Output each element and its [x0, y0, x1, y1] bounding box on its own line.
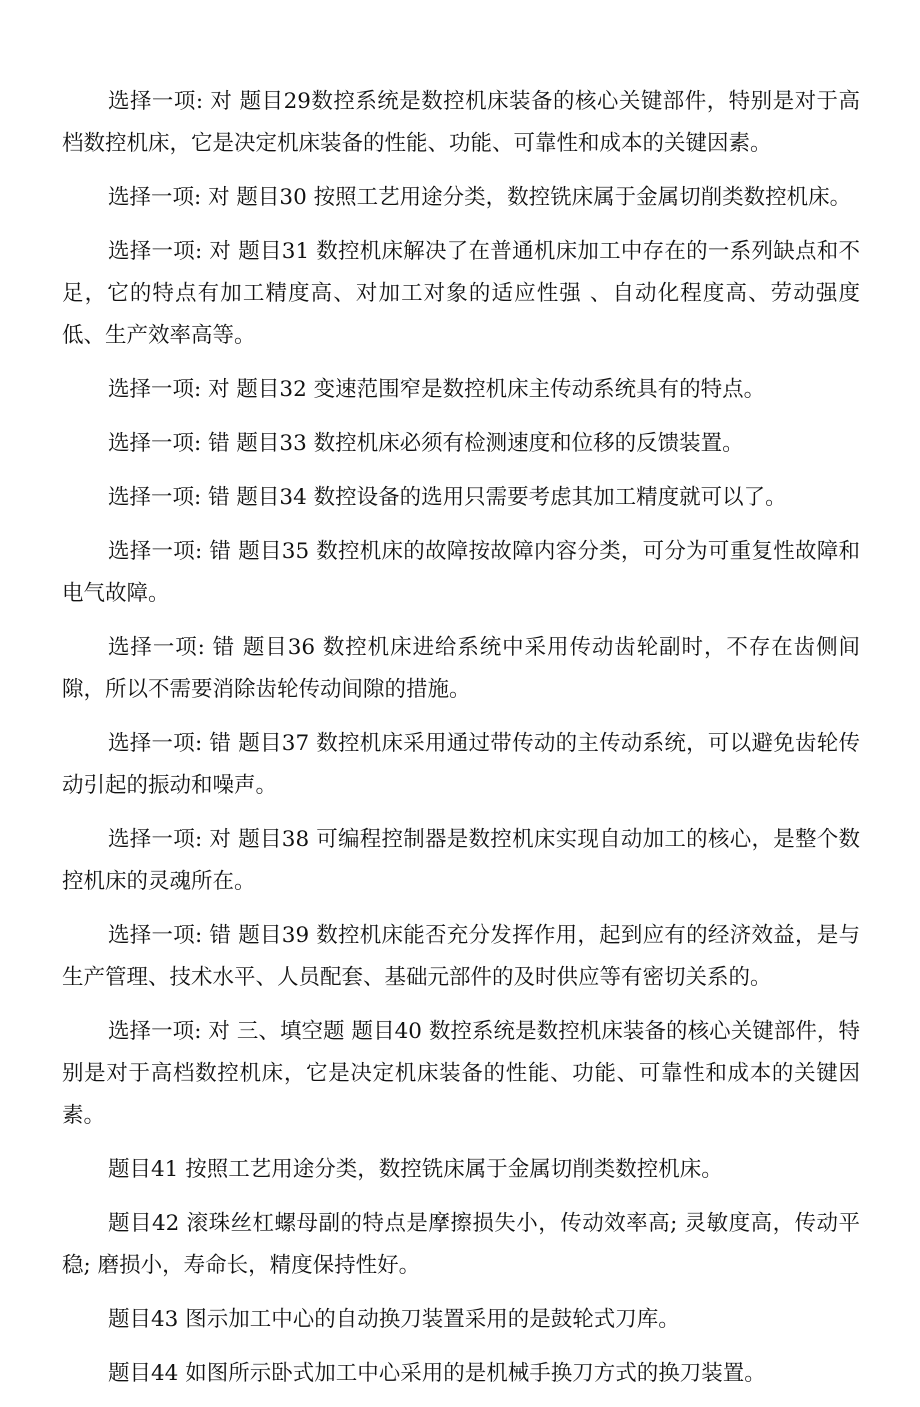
paragraph-q30: 选择一项: 对 题目30 按照工艺用途分类，数控铣床属于金属切削类数控机床。: [108, 185, 852, 210]
paragraph-q31: 选择一项: 对 题目31 数控机床解决了在普通机床加工中存在的一系列缺点和不足，它的特点有加工精度高、对加工对象的适应性强 、自动化程度高、劳动强度低、生产效率高等。: [62, 239, 860, 348]
paragraph-q33: 选择一项: 错 题目33 数控机床必须有检测速度和位移的反馈装置。: [108, 431, 744, 456]
paragraph-q34: 选择一项: 错 题目34 数控设备的选用只需要考虑其加工精度就可以了。: [108, 485, 787, 510]
paragraph-q43: 题目43 图示加工中心的自动换刀装置采用的是鼓轮式刀库。: [108, 1307, 680, 1332]
paragraph-q39: 选择一项: 错 题目39 数控机床能否充分发挥作用，起到应有的经济效益，是与生产管理、技术水平、人员配套、基础元部件的及时供应等有密切关系的。: [62, 923, 860, 990]
paragraph-q38: 选择一项: 对 题目38 可编程控制器是数控机床实现自动加工的核心，是整个数控机床的灵魂所在。: [62, 827, 860, 894]
paragraph-q37: 选择一项: 错 题目37 数控机床采用通过带传动的主传动系统，可以避免齿轮传动引起的振动和噪声。: [62, 731, 860, 798]
paragraph-q29: 选择一项: 对 题目29数控系统是数控机床装备的核心关键部件，特别是对于高档数控机床，它是决定机床装备的性能、功能、可靠性和成本的关键因素。: [62, 89, 860, 156]
paragraph-q36: 选择一项: 错 题目36 数控机床进给系统中采用传动齿轮副时，不存在齿侧间隙，所以不需要消除齿轮传动间隙的措施。: [62, 635, 860, 702]
document-page: [62, 81, 860, 1407]
paragraph-q42: 题目42 滚珠丝杠螺母副的特点是摩擦损失小，传动效率高; 灵敏度高，传动平稳; 磨损小，寿命长，精度保持性好。: [62, 1211, 860, 1278]
paragraph-q40: 选择一项: 对 三、填空题 题目40 数控系统是数控机床装备的核心关键部件，特别是对于高档数控机床，它是决定机床装备的性能、功能、可靠性和成本的关键因素。: [62, 1019, 860, 1128]
paragraph-q32: 选择一项: 对 题目32 变速范围窄是数控机床主传动系统具有的特点。: [108, 377, 766, 402]
paragraph-q44: 题目44 如图所示卧式加工中心采用的是机械手换刀方式的换刀装置。: [108, 1361, 766, 1386]
paragraph-q35: 选择一项: 错 题目35 数控机床的故障按故障内容分类，可分为可重复性故障和电气故障。: [62, 539, 860, 606]
paragraph-q41: 题目41 按照工艺用途分类，数控铣床属于金属切削类数控机床。: [108, 1157, 723, 1182]
